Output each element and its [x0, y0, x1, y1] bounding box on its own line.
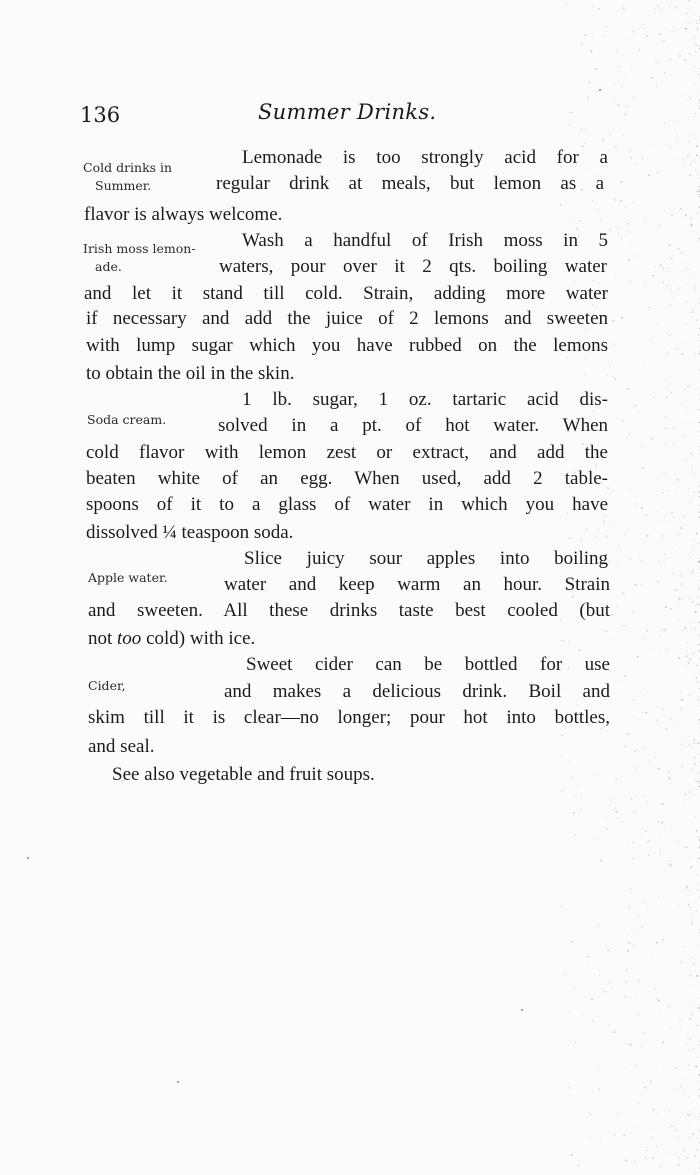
text-line: beaten white of an egg. When used, add 2 table-	[86, 468, 608, 489]
text-line: dissolved ¼ teaspoon soda.	[86, 522, 294, 543]
text-line: 1 lb. sugar, 1 oz. tartaric acid dis-	[242, 389, 608, 410]
text-line: Slice juicy sour apples into boiling	[244, 548, 608, 569]
side-note-cold-drinks: Cold drinks in	[83, 160, 173, 175]
running-title: Summer Drinks.	[258, 100, 437, 124]
text-line: to obtain the oil in the skin.	[86, 363, 295, 384]
text-line: if necessary and add the juice of 2 lemons and sweeten	[86, 308, 608, 329]
side-note-cider: Cider,	[88, 678, 126, 693]
text-line: Sweet cider can be bottled for use	[246, 654, 610, 675]
page-number: 136	[80, 103, 121, 127]
text-line: not too cold) with ice.	[88, 628, 256, 649]
text-line: and sweeten. All these drinks taste best cooled (but	[88, 600, 610, 621]
text-line: waters, pour over it 2 qts. boiling water	[219, 256, 607, 277]
text-line: and let it stand till cold. Strain, adding more water	[84, 283, 608, 304]
side-note-ade: ade.	[95, 259, 122, 274]
side-note-summer: Summer.	[95, 178, 152, 193]
side-note-soda-cream: Soda cream.	[87, 412, 167, 427]
text-line: flavor is always welcome.	[84, 204, 283, 225]
text-line: with lump sugar which you have rubbed on the lemons	[86, 335, 608, 356]
text-line: and makes a delicious drink. Boil and	[224, 681, 610, 702]
text-line: See also vegetable and fruit soups.	[112, 764, 375, 785]
text-line: Wash a handful of Irish moss in 5	[242, 230, 608, 251]
text-line: and seal.	[88, 736, 155, 757]
text-line: skim till it is clear—no longer; pour hot into bottles,	[88, 707, 610, 728]
text-line: spoons of it to a glass of water in which you have	[86, 494, 608, 515]
text-line: Lemonade is too strongly acid for a	[242, 147, 608, 168]
text-line: solved in a pt. of hot water. When	[218, 415, 608, 436]
side-note-apple-water: Apple water.	[88, 570, 168, 585]
text-line: regular drink at meals, but lemon as a	[216, 173, 604, 194]
text-line: water and keep warm an hour. Strain	[224, 574, 610, 595]
side-note-irish-moss: Irish moss lemon-	[83, 241, 196, 256]
text-line: cold flavor with lemon zest or extract, and add the	[86, 442, 608, 463]
